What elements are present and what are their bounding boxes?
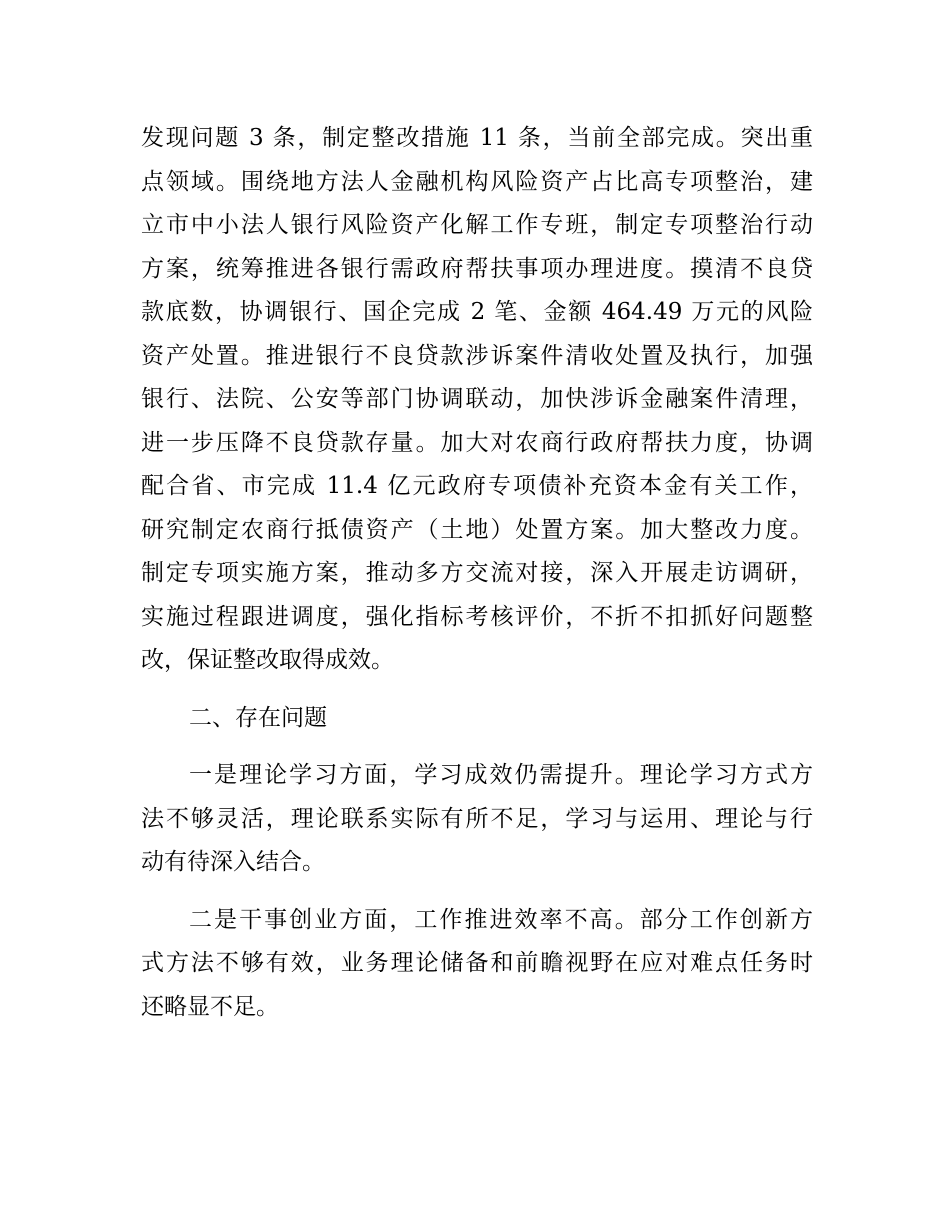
text-line: 改，保证整改取得成效。	[141, 647, 394, 673]
text-line: 实施过程跟进调度，强化指标考核评价，不折不扣抓好问题整	[141, 603, 813, 630]
section-heading-text: 二、存在问题	[189, 704, 327, 731]
text-line: 还略显不足。	[141, 993, 279, 1020]
text-line: 动有待深入结合。	[141, 849, 325, 875]
text-line: 式方法不够有效，业务理论储备和前瞻视野在应对难点任务时	[141, 950, 813, 976]
document-body	[141, 117, 813, 1029]
paragraph-work-efficiency	[141, 899, 813, 1030]
text-line: 发现问题 3 条，制定整改措施 11 条，当前全部完成。突出重	[141, 125, 813, 151]
text-line: 法不够灵活，理论联系实际有所不足，学习与运用、理论与行	[141, 805, 813, 832]
text-line: 立市中小法人银行风险资产化解工作专班，制定专项整治行动	[141, 212, 813, 238]
paragraph-theory-study	[141, 754, 813, 885]
text-line: 款底数，协调银行、国企完成 2 笔、金额 464.49 万元的风险	[141, 299, 813, 325]
text-line: 研究制定农商行抵债资产（土地）处置方案。加大整改力度。	[141, 516, 813, 543]
section-heading	[141, 697, 813, 741]
paragraph-rectification-measures	[141, 117, 813, 683]
text-line: 方案，统筹推进各银行需政府帮扶事项办理进度。摸清不良贷	[141, 255, 813, 282]
text-line: 进一步压降不良贷款存量。加大对农商行政府帮扶力度，协调	[141, 429, 813, 456]
text-line: 配合省、市完成 11.4 亿元政府专项债补充资本金有关工作，	[141, 473, 813, 499]
text-line: 制定专项实施方案，推动多方交流对接，深入开展走访调研，	[141, 560, 813, 586]
text-line: 一是理论学习方面，学习成效仍需提升。理论学习方式方	[189, 762, 813, 788]
text-line: 资产处置。推进银行不良贷款涉诉案件清收处置及执行，加强	[141, 342, 813, 369]
text-line: 二是干事创业方面，工作推进效率不高。部分工作创新方	[189, 906, 813, 933]
text-line: 银行、法院、公安等部门协调联动，加快涉诉金融案件清理，	[141, 386, 813, 412]
text-line: 点领域。围绕地方法人金融机构风险资产占比高专项整治，建	[141, 168, 813, 195]
